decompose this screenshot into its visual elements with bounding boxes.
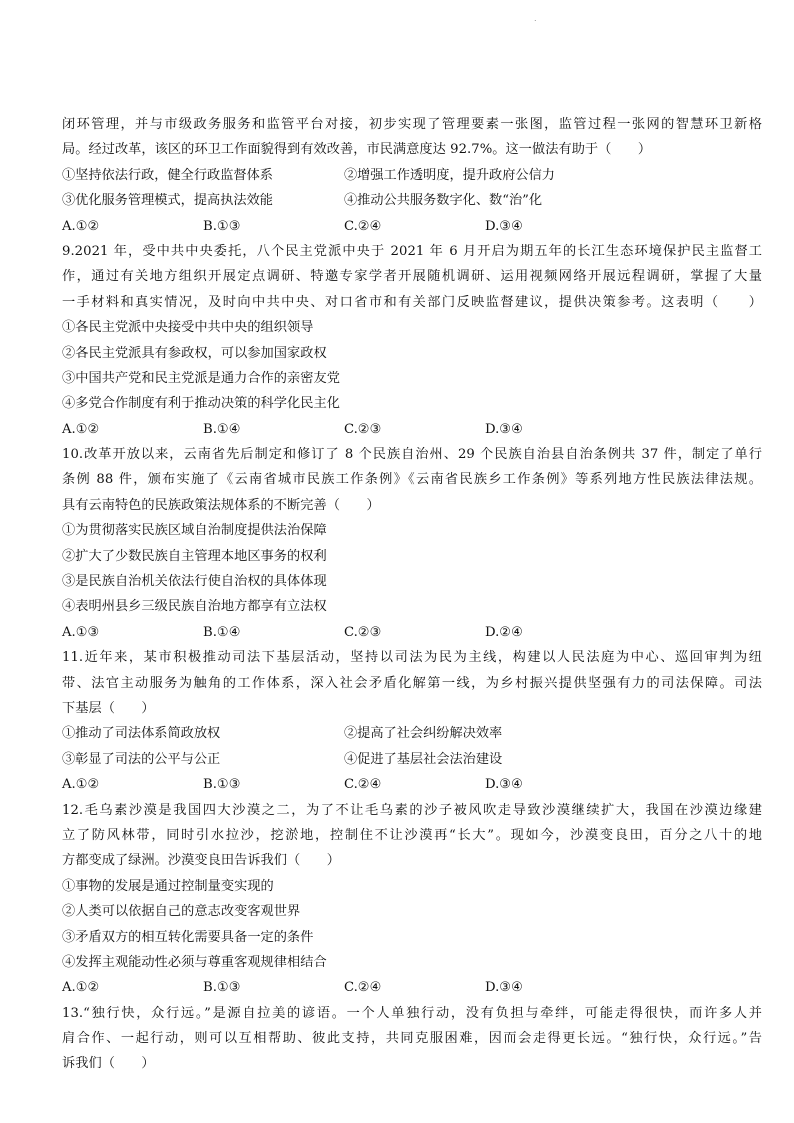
question-11	[62, 645, 762, 797]
statement-3: ③优化服务管理模式，提高执法效能	[62, 193, 273, 209]
question-13-line-1: 13.“独行快，众行远。”是源自拉美的谚语。一个人单独行动，没有负担与牵绊，可能走得很快，而许多人并	[62, 1005, 762, 1021]
option-d: D.③④	[485, 421, 523, 437]
question-8-line-2: 局。经过改革，该区的环卫工作面貌得到有效改善，市民满意度达 92.7%。这一做法有助于（ ）	[62, 142, 652, 158]
option-b: B.①③	[203, 980, 241, 996]
option-b: B.①③	[203, 777, 241, 793]
statement-2: ②增强工作透明度，提升政府公信力	[344, 167, 555, 183]
question-8-statements-row-2	[62, 188, 762, 213]
question-10-line-1: 10.改革开放以来，云南省先后制定和修订了 8 个民族自治州、29 个民族自治县自治条例共 37 件，制定了单行	[62, 447, 762, 463]
question-8-statements-row-1	[62, 163, 762, 188]
question-9-options	[62, 417, 762, 442]
question-10-options	[62, 620, 762, 645]
question-8-options	[62, 214, 762, 239]
option-b: B.①③	[203, 218, 241, 234]
question-13-line-2: 肩合作、一起行动，则可以互相帮助、彼此支持，共同克服困难，因而会走得更长远。“独行快，众行远。”告	[62, 1031, 762, 1047]
question-12-options	[62, 975, 762, 1000]
question-12-line-2: 立了防风林带，同时引水拉沙，挖淤地，控制住不让沙漠再“长大”。现如今，沙漠变良田，百分之八十的地	[62, 827, 762, 843]
exam-page	[62, 112, 762, 1077]
option-a: A.①③	[62, 624, 100, 640]
option-a: A.①②	[62, 218, 100, 234]
statement-1: ①坚持依法行政，健全行政监督体系	[62, 167, 273, 183]
question-12	[62, 798, 762, 1001]
header-mark: .	[534, 14, 537, 23]
question-12-line-3: 方都变成了绿洲。沙漠变良田告诉我们（ ）	[62, 853, 340, 869]
option-a: A.①②	[62, 777, 100, 793]
question-10-line-2: 条例 88 件，颁布实施了《云南省城市民族工作条例》《云南省民族乡工作条例》等系列地方性民族法律法规。	[62, 472, 762, 488]
question-9-line-2: 作，通过有关地方组织开展定点调研、特邀专家学者开展随机调研、运用视频网络开展远程调研，掌握了大量	[62, 269, 762, 285]
question-11-statements-row-1	[62, 721, 762, 746]
option-b: B.①④	[203, 421, 241, 437]
question-8	[62, 112, 762, 239]
option-a: A.①②	[62, 980, 100, 996]
option-c: C.②④	[344, 777, 382, 793]
statement-3: ③中国共产党和民主党派是通力合作的亲密友党	[62, 370, 340, 386]
statement-1: ①事物的发展是通过控制量变实现的	[62, 878, 274, 894]
question-11-line-2: 带、法官主动服务为触角的工作体系，深入社会矛盾化解第一线，为乡村振兴提供坚强有力的司法保障。司法	[62, 675, 762, 691]
question-11-statements-row-2	[62, 747, 762, 772]
question-13-line-3: 诉我们（ ）	[62, 1056, 155, 1072]
statement-4: ④推动公共服务数字化、数“治”化	[344, 193, 543, 209]
option-a: A.①②	[62, 421, 100, 437]
question-10-line-3: 具有云南特色的民族政策法规体系的不断完善（ ）	[62, 497, 380, 513]
question-11-line-1: 11.近年来，某市积极推动司法下基层活动，坚持以司法为民为主线，构建以人民法庭为中心、巡回审判为纽	[62, 650, 762, 666]
option-c: C.②③	[344, 624, 382, 640]
option-c: C.②④	[344, 218, 382, 234]
statement-4: ④多党合作制度有利于推动决策的科学化民主化	[62, 396, 340, 412]
question-13	[62, 1001, 762, 1077]
option-c: C.②④	[344, 980, 382, 996]
question-8-line-1: 闭环管理，并与市级政务服务和监管平台对接，初步实现了管理要素一张图，监管过程一张网的智慧环卫新格	[62, 117, 762, 132]
question-10	[62, 442, 762, 645]
option-d: D.③④	[485, 777, 523, 793]
option-d: D.③④	[485, 218, 523, 234]
option-d: D.②④	[485, 624, 523, 640]
statement-1: ①各民主党派中央接受中共中央的组织领导	[62, 320, 314, 336]
question-12-line-1: 12.毛乌素沙漠是我国四大沙漠之二，为了不让毛乌素的沙子被风吹走导致沙漠继续扩大，我国在沙漠边缘建	[62, 802, 762, 818]
statement-2: ②扩大了少数民族自主管理本地区事务的权利	[62, 548, 327, 564]
question-9-line-1: 9.2021 年，受中共中央委托，八个民主党派中央于 2021 年 6 月开启为期五年的长江生态环境保护民主监督工	[62, 243, 762, 259]
option-c: C.②③	[344, 421, 382, 437]
statement-3: ③彰显了司法的公平与公正	[62, 751, 221, 767]
question-9-line-3: 一手材料和真实情况，及时向中共中央、对口省市和有关部门反映监督建议，提供决策参考。这表明（ ）	[62, 294, 762, 310]
option-d: D.③④	[485, 980, 523, 996]
question-11-line-3: 下基层（ ）	[62, 700, 155, 716]
statement-3: ③矛盾双方的相互转化需要具备一定的条件	[62, 929, 314, 945]
option-b: B.①④	[203, 624, 241, 640]
question-9	[62, 239, 762, 442]
statement-4: ④表明州县乡三级民族自治地方都享有立法权	[62, 599, 327, 615]
statement-3: ③是民族自治机关依法行使自治权的具体体现	[62, 574, 327, 590]
statement-2: ②人类可以依据自己的意志改变客观世界	[62, 904, 301, 920]
statement-1: ①推动了司法体系简政放权	[62, 726, 221, 742]
statement-1: ①为贯彻落实民族区域自治制度提供法治保障	[62, 523, 327, 539]
statement-2: ②提高了社会纠纷解决效率	[344, 726, 503, 742]
statement-2: ②各民主党派具有参政权，可以参加国家政权	[62, 345, 327, 361]
statement-4: ④发挥主观能动性必须与尊重客观规律相结合	[62, 954, 327, 970]
statement-4: ④促进了基层社会法治建设	[344, 751, 503, 767]
question-11-options	[62, 772, 762, 797]
